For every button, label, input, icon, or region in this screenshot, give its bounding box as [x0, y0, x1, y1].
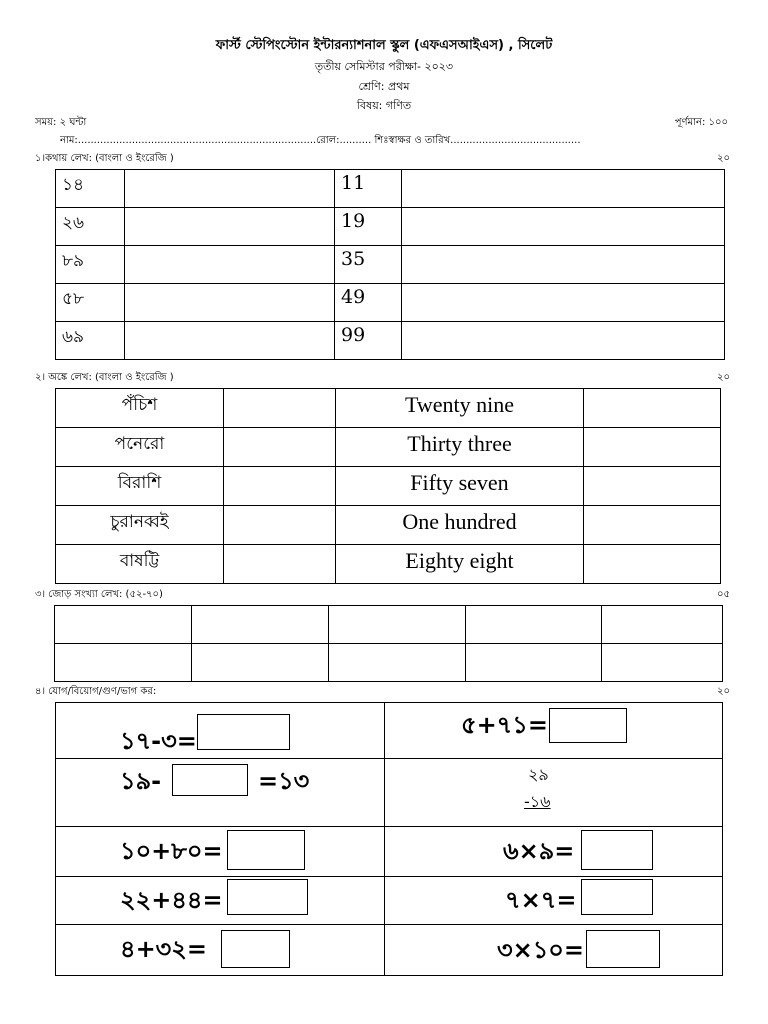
q4-expression: ৬×৯=: [503, 837, 575, 865]
class-label: শ্রেণি: প্রথম: [358, 80, 410, 93]
q4-expression: ১০+৮০=: [120, 837, 223, 865]
q4-cell: [385, 925, 723, 976]
table-row: [56, 703, 723, 759]
q3-heading: ৩। জোড় সংখ্যা লেখ: (৫২-৭০): [35, 589, 163, 600]
q1-answer-cell[interactable]: [125, 322, 335, 360]
q4-marks: ২০: [716, 686, 730, 697]
q1-answer-cell[interactable]: [402, 170, 725, 208]
subject-label: বিষয়: গণিত: [356, 99, 412, 112]
q4-cell: [385, 759, 723, 827]
answer-box[interactable]: [581, 830, 653, 870]
table-row: [55, 644, 723, 682]
q1-heading: ১।কথায় লেখ: (বাংলা ও ইংরেজি ): [35, 153, 174, 164]
q2-word: চুরানব্বই: [56, 506, 224, 545]
q1-number: 49: [335, 284, 402, 322]
q4-cell: [56, 827, 385, 877]
q3-answer-cell[interactable]: [55, 644, 192, 682]
q4-cell: [385, 827, 723, 877]
table-row: [56, 467, 721, 506]
q1-table: [55, 169, 725, 360]
q1-number: 35: [335, 246, 402, 284]
q1-answer-cell[interactable]: [125, 170, 335, 208]
q2-word: Twenty nine: [336, 389, 584, 428]
q1-answer-cell[interactable]: [402, 322, 725, 360]
q3-answer-cell[interactable]: [55, 606, 192, 644]
q4-expression: ৭×৭=: [505, 886, 577, 914]
table-row: [56, 322, 725, 360]
answer-box[interactable]: [197, 714, 290, 750]
q3-answer-cell[interactable]: [466, 644, 602, 682]
q2-word: পনেরো: [56, 428, 224, 467]
subtraction-bottom: -১৬: [524, 792, 551, 811]
q3-answer-cell[interactable]: [329, 644, 466, 682]
answer-box[interactable]: [227, 830, 305, 870]
q4-cell: [56, 877, 385, 925]
q3-answer-cell[interactable]: [192, 606, 329, 644]
q4-cell: [56, 925, 385, 976]
q2-heading: ২। অঙ্কে লেখ: (বাংলা ও ইংরেজি ): [35, 372, 174, 383]
q1-answer-cell[interactable]: [402, 246, 725, 284]
q2-word: বিরাশি: [56, 467, 224, 506]
q2-word: বাষট্টি: [56, 545, 224, 584]
q4-expression: ৩×১০=: [497, 936, 585, 964]
q4-table: [55, 702, 723, 976]
q1-number: 99: [335, 322, 402, 360]
q2-table: [55, 388, 721, 584]
table-row: [56, 827, 723, 877]
answer-box[interactable]: [227, 879, 308, 915]
time-label: সময়: ২ ঘন্টা: [35, 117, 87, 128]
q3-answer-cell[interactable]: [192, 644, 329, 682]
q2-word: Fifty seven: [336, 467, 584, 506]
q4-cell: [56, 759, 385, 827]
q4-expression: ১৯-: [120, 767, 162, 795]
table-row: [56, 284, 725, 322]
q2-marks: ২০: [716, 372, 730, 383]
q1-marks: ২০: [716, 153, 730, 164]
q4-cell: [385, 703, 723, 759]
q1-number: ১৪: [56, 170, 125, 208]
q4-expression: ৫+৭১=: [461, 711, 548, 739]
table-row: [56, 506, 721, 545]
q2-answer-cell[interactable]: [224, 506, 336, 545]
table-row: [56, 428, 721, 467]
q1-answer-cell[interactable]: [402, 208, 725, 246]
answer-box[interactable]: [581, 879, 653, 915]
q3-answer-cell[interactable]: [329, 606, 466, 644]
q2-word: Eighty eight: [336, 545, 584, 584]
q2-answer-cell[interactable]: [224, 545, 336, 584]
q2-word: One hundred: [336, 506, 584, 545]
q2-answer-cell[interactable]: [584, 428, 721, 467]
q2-answer-cell[interactable]: [224, 467, 336, 506]
answer-box[interactable]: [221, 930, 290, 968]
table-row: [56, 877, 723, 925]
q1-number: 19: [335, 208, 402, 246]
q1-answer-cell[interactable]: [402, 284, 725, 322]
q4-expression: ৪+৩২=: [120, 935, 208, 963]
exam-title: তৃতীয় সেমিস্টার পরীক্ষা- ২০২৩: [314, 60, 454, 73]
q1-number: 11: [335, 170, 402, 208]
q2-answer-cell[interactable]: [584, 467, 721, 506]
table-row: [56, 545, 721, 584]
answer-box[interactable]: [172, 764, 248, 796]
answer-box[interactable]: [586, 930, 660, 968]
q4-cell: [56, 703, 385, 759]
answer-box[interactable]: [549, 708, 627, 743]
school-title: ফার্স্ট স্টেপিংস্টোন ইন্টারন্যাশনাল স্কুল (এফএসআইএস) , সিলেট: [215, 38, 553, 53]
q2-answer-cell[interactable]: [224, 389, 336, 428]
subtraction-top: ২৯: [528, 765, 549, 784]
table-row: [56, 246, 725, 284]
q2-word: পঁচিশ: [56, 389, 224, 428]
q2-answer-cell[interactable]: [584, 545, 721, 584]
table-row: [56, 170, 725, 208]
q1-number: ৫৮: [56, 284, 125, 322]
table-row: [56, 389, 721, 428]
table-row: [56, 925, 723, 976]
q1-answer-cell[interactable]: [125, 208, 335, 246]
q2-word: Thirty three: [336, 428, 584, 467]
table-row: [56, 759, 723, 827]
q1-answer-cell[interactable]: [125, 284, 335, 322]
q2-answer-cell[interactable]: [584, 506, 721, 545]
q1-number: ৬৯: [56, 322, 125, 360]
q1-answer-cell[interactable]: [125, 246, 335, 284]
q4-expression: ১৭-৩=: [120, 727, 197, 755]
table-row: [56, 208, 725, 246]
q4-cell: [385, 877, 723, 925]
q3-answer-cell[interactable]: [602, 644, 723, 682]
q3-table: [54, 605, 723, 682]
student-info-line: নাম:...........................................................................রোল:.......... শিঃস্বাক্ষর ও তারিখ.........................................: [60, 135, 581, 146]
q3-answer-cell[interactable]: [466, 606, 602, 644]
q3-marks: ০৫: [717, 589, 730, 600]
q4-heading: ৪। যোগ/বিয়োগ/গুণ/ভাগ কর:: [35, 686, 157, 697]
q1-number: ২৬: [56, 208, 125, 246]
q2-answer-cell[interactable]: [584, 389, 721, 428]
q4-expression: ২২+৪৪=: [120, 886, 223, 914]
table-row: [55, 606, 723, 644]
full-marks-label: পূর্ণমান: ১০০: [674, 117, 728, 128]
q1-number: ৮৯: [56, 246, 125, 284]
q4-expression: =১৩: [258, 767, 310, 795]
q3-answer-cell[interactable]: [602, 606, 723, 644]
q2-answer-cell[interactable]: [224, 428, 336, 467]
